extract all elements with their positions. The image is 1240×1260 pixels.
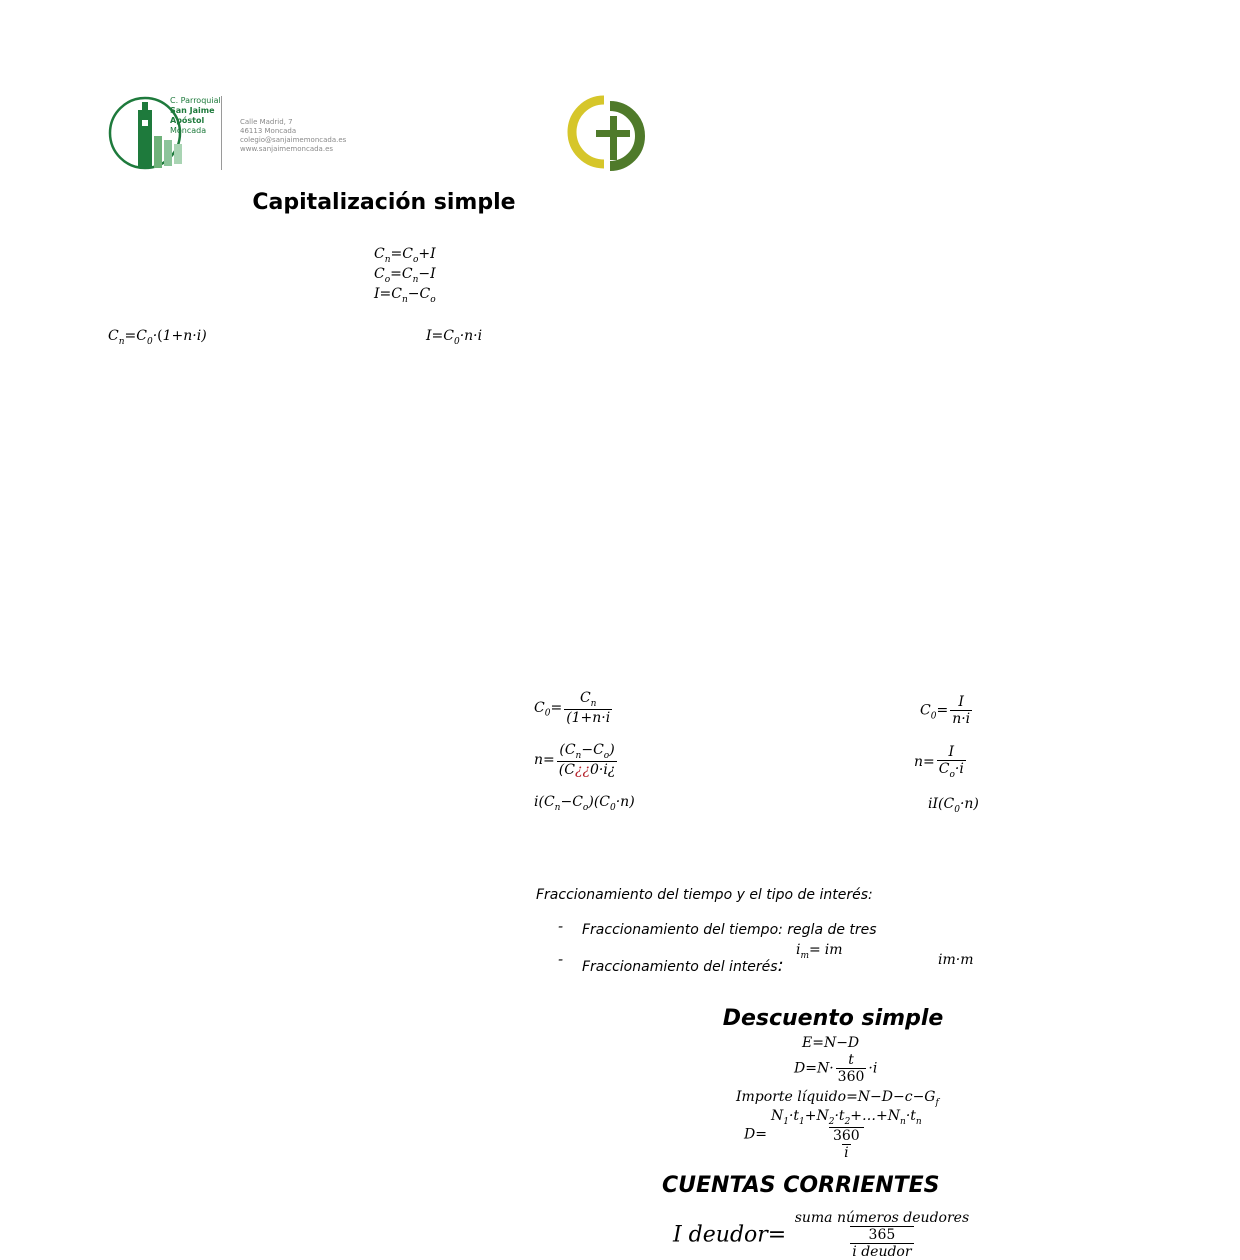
formula-importe: Importe $líquido=N-D-c-G_f$ <box>736 1089 939 1108</box>
formula-co-diff: $C_o=C_n-I$ <box>374 266 436 285</box>
formula-i-frac-left: $i(C_n-C_o)(C_0\cdot n)$ <box>534 794 635 813</box>
formula-i-deudor <box>673 1210 973 1260</box>
fraccionamiento-intro: Fraccionamiento del tiempo y el tipo de interés: <box>536 887 873 903</box>
school-name-line: San Jaime <box>170 106 215 115</box>
capitalizacion-title: Capitalización simple <box>252 190 516 215</box>
header-divider <box>221 96 222 170</box>
school-name-line: C. Parroquial <box>170 96 221 105</box>
formula-d-sum: D= $\frac{N_1\cdot t_1+N_2\cdot t_2+\dots+N_n\cdot t_n}{\frac{360}{i}}$ <box>744 1108 922 1161</box>
formula-i-frac-right: $iI(C_0\cdot n)$ <box>928 796 979 815</box>
school-address <box>240 118 346 154</box>
formula-c0-frac-right: $C_0=$ $\frac{I}{n\cdot i}$ <box>920 694 971 727</box>
bullet-marker: - <box>558 952 564 968</box>
bullet-interes <box>582 955 784 976</box>
formula-i-im: im·m <box>938 952 974 968</box>
i-deudor-denominator-top: 365 <box>868 1227 896 1243</box>
address-line: Calle Madrid, 7 <box>240 118 293 126</box>
address-line: colegio@sanjaimemoncada.es <box>240 136 347 144</box>
school-name <box>170 96 221 136</box>
school-name-line: Apóstol <box>170 116 205 125</box>
bullet-tiempo: Fraccionamiento del tiempo: regla de tres <box>582 922 877 938</box>
formula-cn-sum: $C_n=C_o+I$ <box>374 246 436 265</box>
address-line: 46113 Moncada <box>240 127 297 135</box>
formula-c0-frac-left: $C_0=$ $\frac{C_n}{(1+n\cdot i}$ <box>534 690 611 726</box>
formula-d-simple: D=N· $\frac{t}{360}$ ·i <box>794 1052 878 1085</box>
i-deudor-denominator-bottom: i deudor <box>852 1244 912 1260</box>
i-deudor-numerator: suma números deudores <box>794 1210 970 1226</box>
school-name-line: Moncada <box>170 126 207 135</box>
formula-i-product: $I=C_0\cdot n\cdot i$ $C_0=$ $\frac{C_n}{(1+n\cdot i}$ $C_0=$ $\frac{I}{n\cdot i}$ n= $\frac{(C_n-C_o)}{(C¿¿0\cdot i¿}$ n= $\frac{I}{C_o\cdot i}$ $i(C_n-C_o)(C_0\cdot n)$ $iI(C_0\cdot n)$ Fraccionamiento del tiempo y el tipo de interés: - Fraccionamiento del tiempo: regla de tres - Fraccionamiento del interés: $i_m=$ im im·m Descuento simple E=N−D D=N· $\frac{t}{360}$ ·i Importe $líquido=N-D-c-G_f$ D= $\frac{N_1\cdot t_1+N_2\cdot t_2+\dots+N_n\cdot t_n}{\frac{360}{i}}$ CUENTAS CORRIENTES I deudor= $\frac{\text{suma números deudores}}{\frac{365}{\text{i deudor}}}$ <box>426 328 482 347</box>
formula-n-frac-right: n= $\frac{I}{C_o\cdot i}$ <box>914 744 964 780</box>
cuentas-title: CUENTAS CORRIENTES <box>662 1173 940 1198</box>
formula-n-frac-left: n= $\frac{(C_n-C_o)}{(C¿¿0\cdot i¿}$ <box>534 742 616 778</box>
formula-cn-product: $C_n=C_0\cdot(1+n\cdot i)$ <box>108 328 207 347</box>
bullet-interes-colon: : <box>777 955 784 976</box>
cross-logo <box>568 96 648 170</box>
descuento-title: Descuento simple <box>722 1006 944 1031</box>
i-deudor-lhs: I deudor= <box>673 1222 787 1248</box>
formula-im-frac: $i_m=$ im <box>796 942 843 961</box>
formula-i-diff: $I=C_n-C_o$ <box>374 286 436 305</box>
address-line: www.sanjaimemoncada.es <box>240 145 334 153</box>
importe-label: Importe líquido <box>736 1089 847 1105</box>
formula-e: E=N−D <box>802 1035 860 1051</box>
bullet-interes-label: Fraccionamiento del interés <box>582 959 778 975</box>
bullet-marker: - <box>558 919 564 935</box>
